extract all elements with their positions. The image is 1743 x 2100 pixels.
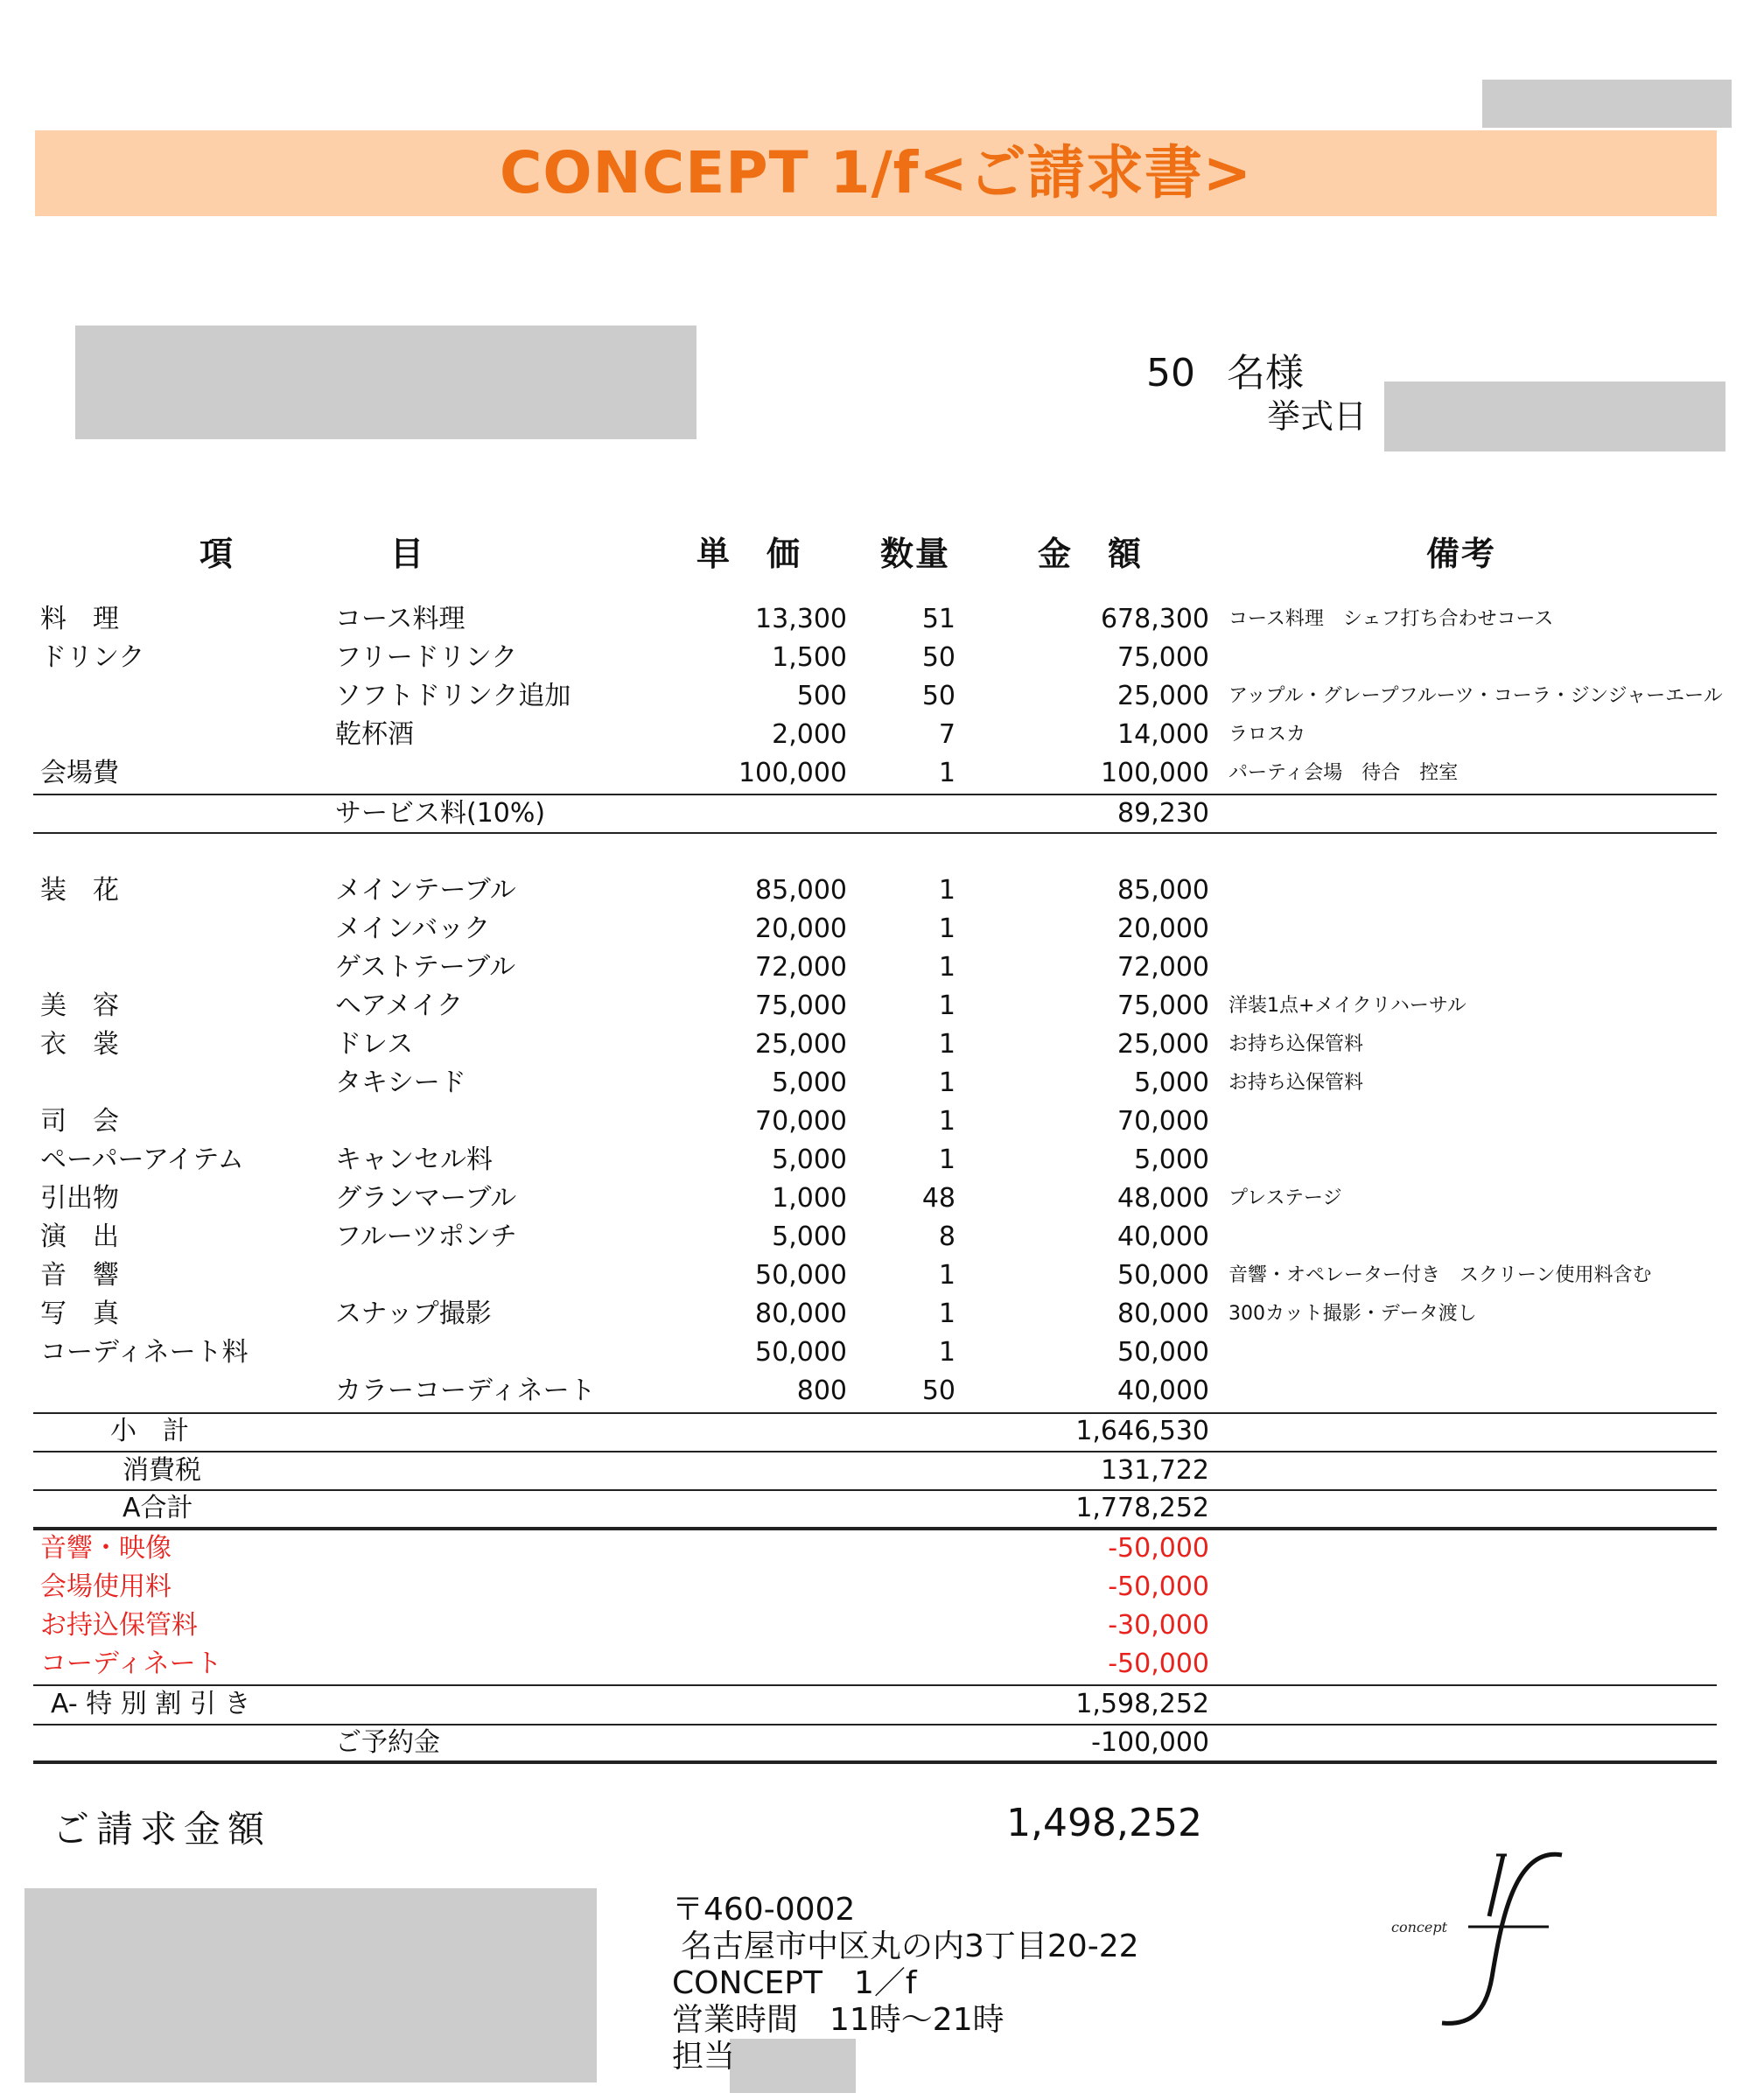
table-row [0, 1372, 1743, 1410]
amount-cell: 20,000 [1117, 914, 1209, 944]
guest-count-suffix: 名様 [1227, 351, 1304, 396]
quantity-cell: 1 [938, 1106, 956, 1137]
table-row [0, 754, 1743, 793]
item-cell: 写 真 [40, 1298, 119, 1329]
subitem-cell: メインテーブル [335, 875, 516, 906]
a-total-amount: 1,778,252 [1075, 1493, 1209, 1523]
header-item: 項 [200, 535, 235, 573]
special-discount-label: A- 特 別 割 引 き [51, 1689, 251, 1719]
subitem-cell: タキシード [335, 1068, 466, 1098]
wedding-date-label: 挙式日 [1267, 397, 1368, 436]
note-cell: パーティ会場 待合 控室 [1228, 762, 1459, 784]
quantity-cell: 1 [938, 1029, 956, 1060]
special-discount-amount: 1,598,252 [1075, 1689, 1209, 1719]
subitem-cell: 乾杯酒 [335, 719, 414, 750]
quantity-cell: 48 [921, 1183, 956, 1214]
header-subitem: 目 [390, 535, 426, 573]
item-cell: 衣 裳 [40, 1029, 119, 1060]
company-name: CONCEPT 1／f [672, 1965, 917, 2001]
redacted-block [24, 1888, 597, 2082]
logo-mark [1382, 1829, 1592, 2039]
item-cell: 会場費 [40, 758, 119, 788]
table-row [0, 1334, 1743, 1372]
deposit-label: ご予約金 [335, 1727, 440, 1758]
note-cell: 音響・オペレーター付き スクリーン使用料含む [1228, 1264, 1652, 1286]
a-total-row [0, 1489, 1743, 1528]
subtotal-label: 小 計 [110, 1416, 189, 1446]
amount-cell: 85,000 [1117, 875, 1209, 906]
item-cell: 美 容 [40, 990, 119, 1021]
table-row [0, 1218, 1743, 1256]
title-banner [35, 130, 1717, 216]
table-row [0, 639, 1743, 677]
guest-count-number: 50 [1146, 351, 1195, 396]
unit-price-cell: 5,000 [772, 1068, 847, 1098]
quantity-cell: 1 [938, 914, 956, 944]
unit-price-cell: 75,000 [755, 990, 847, 1021]
amount-cell: 5,000 [1134, 1144, 1209, 1175]
redacted-block [730, 2039, 856, 2093]
company-logo [1382, 1829, 1592, 2039]
amount-cell: 72,000 [1117, 952, 1209, 983]
subitem-cell: フルーツポンチ [335, 1222, 517, 1252]
header-quantity: 数量 [880, 535, 951, 573]
special-discount-row [0, 1685, 1743, 1724]
unit-price-cell: 2,000 [772, 719, 847, 750]
unit-price-cell: 70,000 [755, 1106, 847, 1137]
table-row [0, 600, 1743, 639]
discount-amount: -50,000 [1108, 1533, 1209, 1564]
quantity-cell: 50 [921, 1376, 956, 1406]
discount-label: お持込保管料 [40, 1610, 198, 1641]
quantity-cell: 50 [921, 681, 956, 711]
table-row [0, 948, 1743, 987]
staff-label: 担当 [672, 2039, 736, 2075]
subitem-cell: グランマーブル [335, 1183, 517, 1214]
redacted-block [1482, 80, 1732, 128]
item-cell: 音 響 [40, 1260, 119, 1291]
amount-cell: 40,000 [1117, 1222, 1209, 1252]
quantity-cell: 1 [938, 1260, 956, 1291]
header-unit-price: 単 価 [696, 535, 802, 573]
note-cell: プレステージ [1228, 1187, 1342, 1209]
table-row [0, 1256, 1743, 1295]
discount-label: 音響・映像 [40, 1533, 172, 1564]
quantity-cell: 1 [938, 1298, 956, 1329]
table-row [0, 1295, 1743, 1334]
discount-label: コーディネート [40, 1648, 222, 1679]
table-row [0, 1141, 1743, 1180]
table-row [0, 1102, 1743, 1141]
logo-small-text: concept [1391, 1919, 1447, 1936]
discount-amount: -30,000 [1108, 1610, 1209, 1641]
item-cell: ドリンク [40, 642, 145, 673]
discount-label: 会場使用料 [40, 1572, 172, 1602]
unit-price-cell: 1,000 [772, 1183, 847, 1214]
table-row [0, 872, 1743, 910]
subitem-cell: カラーコーディネート [335, 1376, 596, 1406]
subitem-cell: ソフトドリンク追加 [335, 681, 571, 711]
subitem-cell: ヘアメイク [335, 990, 464, 1021]
item-cell: 演 出 [40, 1222, 119, 1252]
unit-price-cell: 1,500 [772, 642, 847, 673]
quantity-cell: 1 [938, 758, 956, 788]
subitem-cell: メインバック [335, 914, 491, 944]
note-cell: お持ち込保管料 [1228, 1033, 1364, 1055]
unit-price-cell: 50,000 [755, 1337, 847, 1368]
unit-price-cell: 85,000 [755, 875, 847, 906]
amount-cell: 25,000 [1117, 1029, 1209, 1060]
subtotal-row [0, 1412, 1743, 1451]
discount-row [0, 1530, 1743, 1568]
note-cell: 洋装1点+メイクリハーサル [1228, 995, 1466, 1017]
quantity-cell: 1 [938, 1337, 956, 1368]
unit-price-cell: 5,000 [772, 1144, 847, 1175]
amount-cell: 40,000 [1117, 1376, 1209, 1406]
amount-cell: 14,000 [1117, 719, 1209, 750]
item-cell: 司 会 [40, 1106, 119, 1137]
table-row [0, 987, 1743, 1026]
unit-price-cell: 80,000 [755, 1298, 847, 1329]
unit-price-cell: 500 [796, 681, 847, 711]
tax-label: 消費税 [122, 1455, 201, 1486]
table-row [0, 1026, 1743, 1064]
tax-amount: 131,722 [1100, 1455, 1209, 1486]
amount-cell: 48,000 [1117, 1183, 1209, 1214]
unit-price-cell: 72,000 [755, 952, 847, 983]
discount-row [0, 1606, 1743, 1645]
quantity-cell: 1 [938, 1068, 956, 1098]
page-title: CONCEPT 1/f<ご請求書> [499, 139, 1252, 206]
item-cell: 装 花 [40, 875, 119, 906]
table-row [0, 910, 1743, 948]
quantity-cell: 8 [938, 1222, 956, 1252]
a-total-label: A合計 [122, 1493, 193, 1523]
redacted-block [1384, 382, 1726, 452]
amount-cell: 678,300 [1100, 604, 1209, 634]
subitem-cell: スナップ撮影 [335, 1298, 492, 1329]
business-hours: 営業時間 11時～21時 [672, 2002, 1004, 2038]
amount-cell: 50,000 [1117, 1260, 1209, 1291]
table-row [0, 677, 1743, 716]
item-cell: 料 理 [40, 604, 119, 634]
service-charge-label: サービス料(10%) [335, 798, 546, 829]
discount-amount: -50,000 [1108, 1572, 1209, 1602]
note-cell: アップル・グレープフルーツ・コーラ・ジンジャーエール [1228, 685, 1723, 707]
subitem-cell: キャンセル料 [335, 1144, 493, 1175]
unit-price-cell: 50,000 [755, 1260, 847, 1291]
item-cell: ペーパーアイテム [40, 1144, 244, 1175]
billing-total-amount: 1,498,252 [1006, 1801, 1202, 1845]
tax-row [0, 1452, 1743, 1490]
billing-total-label: ご請求金額 [52, 1808, 272, 1851]
divider [33, 832, 1717, 834]
header-notes: 備考 [1426, 535, 1497, 573]
amount-cell: 80,000 [1117, 1298, 1209, 1329]
unit-price-cell: 13,300 [755, 604, 847, 634]
quantity-cell: 1 [938, 875, 956, 906]
quantity-cell: 51 [921, 604, 956, 634]
item-cell: コーディネート料 [40, 1337, 248, 1368]
amount-cell: 5,000 [1134, 1068, 1209, 1098]
deposit-row [0, 1724, 1743, 1762]
amount-cell: 25,000 [1117, 681, 1209, 711]
amount-cell: 75,000 [1117, 990, 1209, 1021]
unit-price-cell: 20,000 [755, 914, 847, 944]
subitem-cell: フリードリンク [335, 642, 518, 673]
subitem-cell: ゲストテーブル [335, 952, 516, 983]
quantity-cell: 1 [938, 1144, 956, 1175]
quantity-cell: 50 [921, 642, 956, 673]
quantity-cell: 1 [938, 952, 956, 983]
address-line: 名古屋市中区丸の内3丁目20-22 [681, 1928, 1139, 1964]
note-cell: コース料理 シェフ打ち合わせコース [1228, 608, 1554, 630]
note-cell: ラロスカ [1228, 724, 1306, 746]
discount-row [0, 1568, 1743, 1606]
quantity-cell: 7 [938, 719, 956, 750]
table-row [0, 1064, 1743, 1102]
divider [33, 1760, 1717, 1764]
unit-price-cell: 25,000 [755, 1029, 847, 1060]
discount-amount: -50,000 [1108, 1648, 1209, 1679]
note-cell: 300カット撮影・データ渡し [1228, 1303, 1477, 1325]
subtotal-amount: 1,646,530 [1075, 1416, 1209, 1446]
unit-price-cell: 5,000 [772, 1222, 847, 1252]
table-row [0, 1180, 1743, 1218]
redacted-block [75, 326, 696, 439]
subitem-cell: コース料理 [335, 604, 466, 634]
postal-code: 〒460-0002 [672, 1892, 856, 1928]
unit-price-cell: 100,000 [738, 758, 847, 788]
unit-price-cell: 800 [796, 1376, 847, 1406]
subitem-cell: ドレス [335, 1029, 414, 1060]
amount-cell: 100,000 [1100, 758, 1209, 788]
header-amount: 金 額 [1038, 535, 1144, 573]
service-charge-amount: 89,230 [1117, 798, 1209, 829]
discount-row [0, 1645, 1743, 1684]
amount-cell: 70,000 [1117, 1106, 1209, 1137]
table-row [0, 716, 1743, 754]
quantity-cell: 1 [938, 990, 956, 1021]
item-cell: 引出物 [40, 1183, 119, 1214]
amount-cell: 50,000 [1117, 1337, 1209, 1368]
amount-cell: 75,000 [1117, 642, 1209, 673]
note-cell: お持ち込保管料 [1228, 1072, 1364, 1094]
deposit-amount: -100,000 [1091, 1727, 1209, 1758]
service-charge-row [0, 794, 1743, 833]
